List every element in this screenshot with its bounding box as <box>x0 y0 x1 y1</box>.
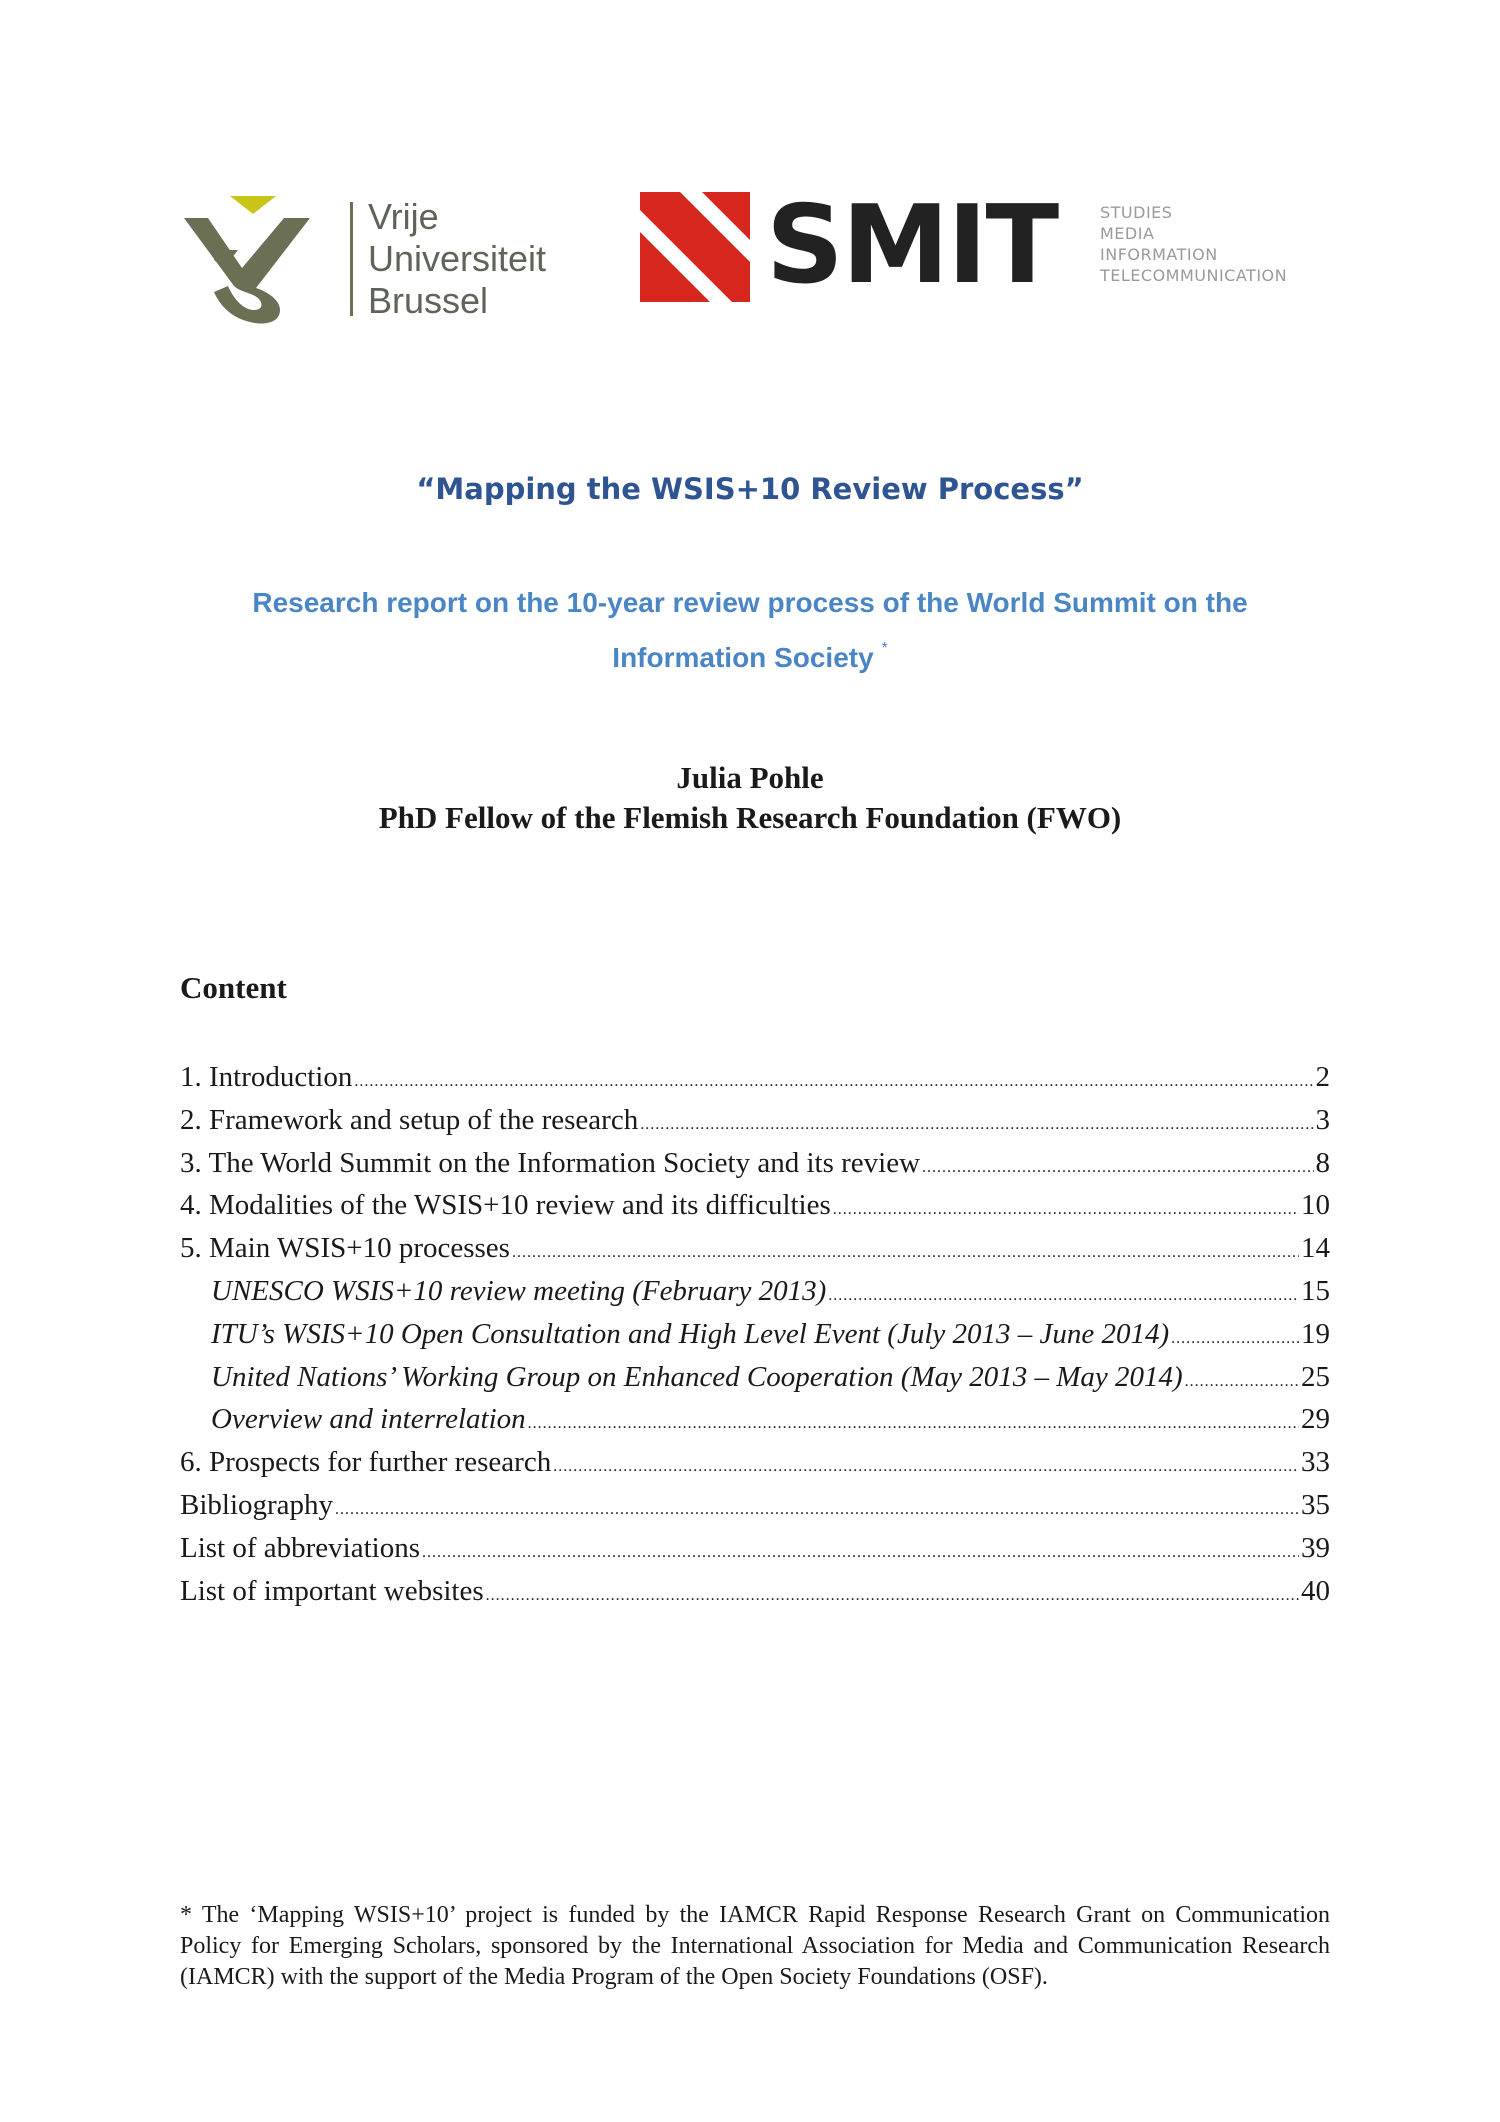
toc-entry[interactable] <box>180 1099 1330 1142</box>
toc-entry-label: United Nations’ Working Group on Enhanced Cooperation (May 2013 – May 2014) <box>211 1360 1183 1393</box>
toc-entry-page: 35 <box>1301 1488 1330 1521</box>
toc-entry-page: 19 <box>1301 1317 1330 1350</box>
toc-leader <box>828 1270 1299 1318</box>
smit-sub-line: STUDIES <box>1100 203 1173 222</box>
toc-entry-label: UNESCO WSIS+10 review meeting (February 2013) <box>211 1274 827 1307</box>
toc-leader <box>1185 1356 1299 1404</box>
toc-leader <box>422 1527 1299 1575</box>
smit-wordmark: SMIT <box>766 183 1058 308</box>
content-heading: Content <box>180 970 287 1005</box>
author-role: PhD Fellow of the Flemish Research Foundation (FWO) <box>378 800 1122 835</box>
toc-entry-page: 33 <box>1301 1446 1330 1479</box>
smit-subtitle <box>1100 202 1287 286</box>
subtitle-line-2 <box>0 626 1500 681</box>
toc-leader <box>553 1441 1299 1489</box>
toc-entry-label: 5. Main WSIS+10 processes <box>180 1232 510 1265</box>
document-title: “Mapping the WSIS+10 Review Process” <box>416 472 1084 506</box>
smit-emblem-icon <box>640 192 750 302</box>
toc-leader <box>1171 1313 1299 1361</box>
toc-entry-page: 29 <box>1301 1403 1330 1436</box>
toc-entry-page: 39 <box>1301 1531 1330 1564</box>
toc-entry-label: Overview and interrelation <box>211 1403 526 1436</box>
toc-entry-page: 14 <box>1301 1232 1330 1265</box>
toc-leader <box>833 1184 1299 1232</box>
smit-logo <box>640 183 1320 312</box>
toc-leader <box>354 1056 1313 1104</box>
toc-entry-page: 8 <box>1315 1146 1330 1179</box>
toc-subentry[interactable] <box>180 1356 1330 1399</box>
toc-entry-label: Bibliography <box>180 1488 334 1521</box>
vub-line-2: Universiteit <box>368 238 547 279</box>
toc-entry[interactable] <box>180 1484 1330 1527</box>
toc-entry-label: ITU’s WSIS+10 Open Consultation and High Level Event (July 2013 – June 2014) <box>211 1317 1170 1350</box>
footnote-marker: * <box>881 640 888 657</box>
toc-entry-label: List of abbreviations <box>180 1531 421 1564</box>
toc-entry-label: 1. Introduction <box>180 1061 353 1093</box>
vub-logo <box>180 196 560 326</box>
toc-entry[interactable] <box>180 1570 1330 1613</box>
toc-subentry[interactable] <box>180 1313 1330 1356</box>
toc-subentry[interactable] <box>180 1398 1330 1441</box>
toc-entry-page: 40 <box>1301 1574 1330 1607</box>
document-subtitle <box>0 580 1500 681</box>
toc-leader <box>922 1142 1313 1190</box>
toc-leader <box>486 1570 1299 1618</box>
vub-emblem-icon <box>180 196 330 326</box>
toc-entry-label: 3. The World Summit on the Information Society and its review <box>180 1146 921 1179</box>
toc-entry[interactable] <box>180 1184 1330 1227</box>
toc-subentry[interactable] <box>180 1270 1330 1313</box>
toc-entry-page: 25 <box>1301 1360 1330 1393</box>
smit-sub-line: INFORMATION <box>1100 245 1218 264</box>
toc-entry-label: 6. Prospects for further research <box>180 1446 552 1479</box>
vub-line-3: Brussel <box>368 280 489 321</box>
toc-entry[interactable] <box>180 1527 1330 1570</box>
toc-entry-label: List of important websites <box>180 1574 484 1607</box>
subtitle-line-2-text: Information Society <box>612 642 874 673</box>
toc-entry-page: 3 <box>1315 1103 1330 1136</box>
subtitle-line-1: Research report on the 10-year review process of the World Summit on the <box>252 587 1248 618</box>
toc-entry-label: 4. Modalities of the WSIS+10 review and its difficulties <box>180 1189 831 1222</box>
toc-entry[interactable] <box>180 1056 1330 1099</box>
toc-entry-page: 15 <box>1301 1274 1330 1307</box>
toc-entry-page: 2 <box>1315 1061 1330 1093</box>
smit-sub-line: TELECOMMUNICATION <box>1100 266 1288 285</box>
toc-leader <box>512 1227 1299 1275</box>
vub-line-1: Vrije <box>368 196 439 237</box>
toc-entry[interactable] <box>180 1227 1330 1270</box>
toc-leader <box>640 1099 1313 1147</box>
toc-entry-page: 10 <box>1301 1189 1330 1222</box>
toc-entry-label: 2. Framework and setup of the research <box>180 1103 639 1136</box>
vub-divider <box>350 202 353 316</box>
toc-entry[interactable] <box>180 1142 1330 1185</box>
author-name: Julia Pohle <box>676 760 824 795</box>
smit-sub-line: MEDIA <box>1100 224 1155 243</box>
table-of-contents <box>180 1056 1330 1612</box>
toc-leader <box>528 1398 1299 1446</box>
toc-leader <box>335 1484 1299 1532</box>
vub-wordmark <box>368 196 546 322</box>
footnote: * The ‘Mapping WSIS+10’ project is funded by the IAMCR Rapid Response Research Grant on Communication Policy for Emerging Scholars, sponsored by the International Association for Media and Communication Research (IAMCR) with the support of the Media Program of the Open Society Foundations (OSF). <box>180 1902 1330 1990</box>
toc-entry[interactable] <box>180 1441 1330 1484</box>
